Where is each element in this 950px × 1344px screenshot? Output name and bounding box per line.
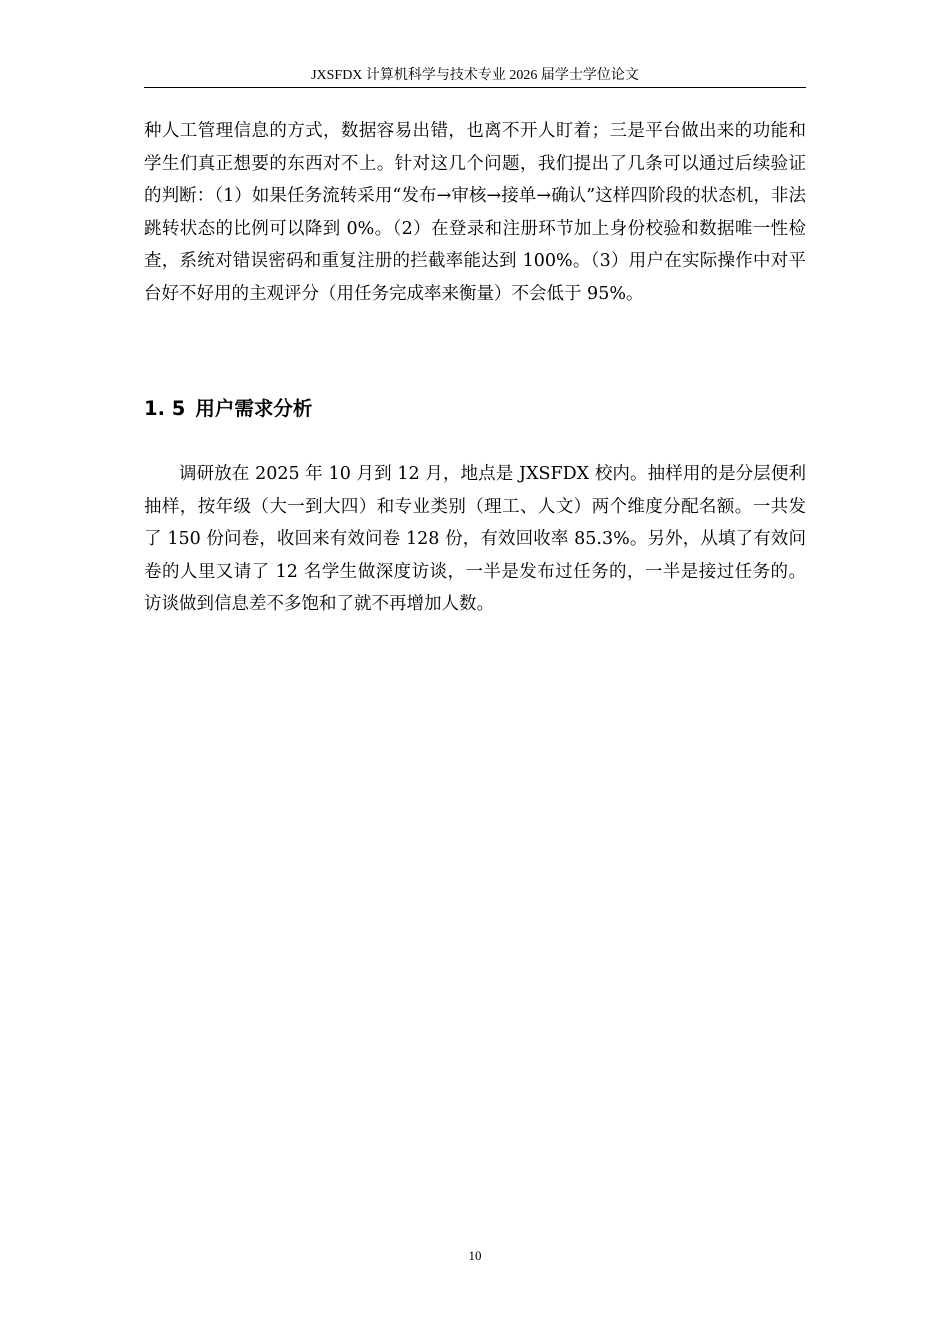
header-rule [144, 87, 806, 88]
section-heading [144, 395, 312, 423]
running-header: JXSFDX 计算机科学与技术专业 2026 届学士学位论文 [311, 68, 639, 83]
body-paragraph-survey: 调研放在 2025 年 10 月到 12 月，地点是 JXSFDX 校内。抽样用的是分层便利抽样，按年级（大一到大四）和专业类别（理工、人文）两个维度分配名额。一共发了 150 份问卷，收回来有效问卷 128 份，有效回收率 85.3%。另外，从填了有效问卷的人里又请了 12 名学生做深度访谈，一半是发布过任务的，一半是接过任务的。访谈做到信息差不多饱和了就不再增加人数。 [144, 464, 806, 614]
page-number: 10 [468, 1248, 482, 1263]
body-paragraph-continued: 种人工管理信息的方式，数据容易出错，也离不开人盯着；三是平台做出来的功能和学生们真正想要的东西对不上。针对这几个问题，我们提出了几条可以通过后续验证的判断：（1）如果任务流转采用“发布→审核→接单→确认”这样四阶段的状态机，非法跳转状态的比例可以降到 0%。（2）在登录和注册环节加上身份校验和数据唯一性检查，系统对错误密码和重复注册的拦截率能达到 100%。（3）用户在实际操作中对平台好不好用的主观评分（用任务完成率来衡量）不会低于 95%。 [144, 121, 806, 304]
section-title: 用户需求分析 [195, 397, 313, 420]
section-number: 1. 5 [144, 397, 186, 420]
